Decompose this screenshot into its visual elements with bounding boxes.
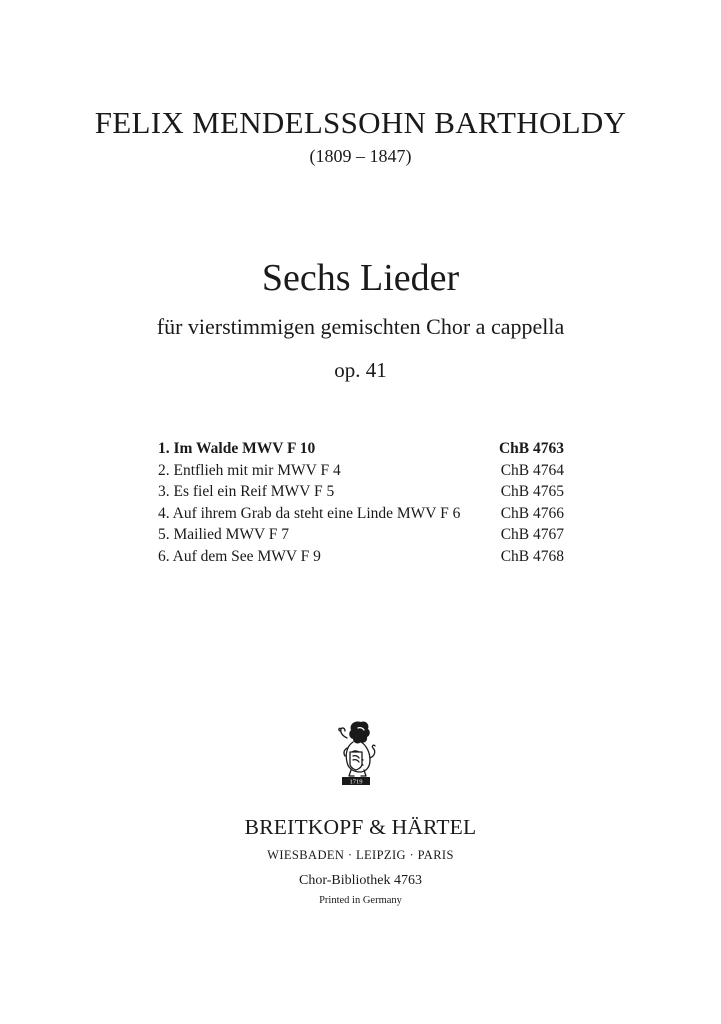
- contents-item: [158, 503, 564, 525]
- contents-list: [158, 438, 564, 567]
- publisher-name: BREITKOPF & HÄRTEL: [244, 815, 477, 839]
- composer-dates: (1809 – 1847): [309, 146, 412, 166]
- contents-item: [158, 460, 564, 482]
- contents-item: [158, 438, 564, 460]
- composer-name: FELIX MENDELSSOHN BARTHOLDY: [94, 105, 627, 140]
- contents-item-title: 6. Auf dem See MWV F 9: [158, 547, 321, 565]
- publisher-cities: WIESBADEN · LEIPZIG · PARIS: [267, 848, 454, 862]
- contents-item-title: 3. Es fiel ein Reif MWV F 5: [158, 483, 335, 500]
- series-number: Chor-Bibliothek 4763: [299, 873, 422, 888]
- printed-note: Printed in Germany: [319, 895, 402, 906]
- contents-item-title: 1. Im Walde MWV F 10: [158, 440, 316, 457]
- contents-item-title: 4. Auf ihrem Grab da steht eine Linde MWV F 6: [158, 504, 461, 522]
- contents-item-code: ChB 4763: [498, 440, 564, 457]
- contents-item-title: 5. Mailied MWV F 7: [158, 526, 290, 543]
- contents-item: [158, 524, 564, 546]
- work-title: Sechs Lieder: [261, 257, 460, 299]
- contents-item-code: ChB 4764: [500, 461, 564, 479]
- contents-item-code: ChB 4768: [500, 547, 564, 565]
- contents-item-code: ChB 4767: [500, 526, 564, 543]
- contents-item-code: ChB 4766: [500, 504, 564, 522]
- contents-item-title: 2. Entflieh mit mir MWV F 4: [158, 461, 341, 479]
- contents-item: [158, 481, 564, 503]
- work-subtitle: für vierstimmigen gemischten Chor a cappella: [156, 314, 565, 339]
- logo-year: 1719: [349, 778, 363, 786]
- breitkopf-lion-emblem-icon: [333, 718, 379, 788]
- opus-number: op. 41: [334, 358, 387, 382]
- contents-item-code: ChB 4765: [500, 483, 564, 500]
- contents-item: [158, 546, 564, 568]
